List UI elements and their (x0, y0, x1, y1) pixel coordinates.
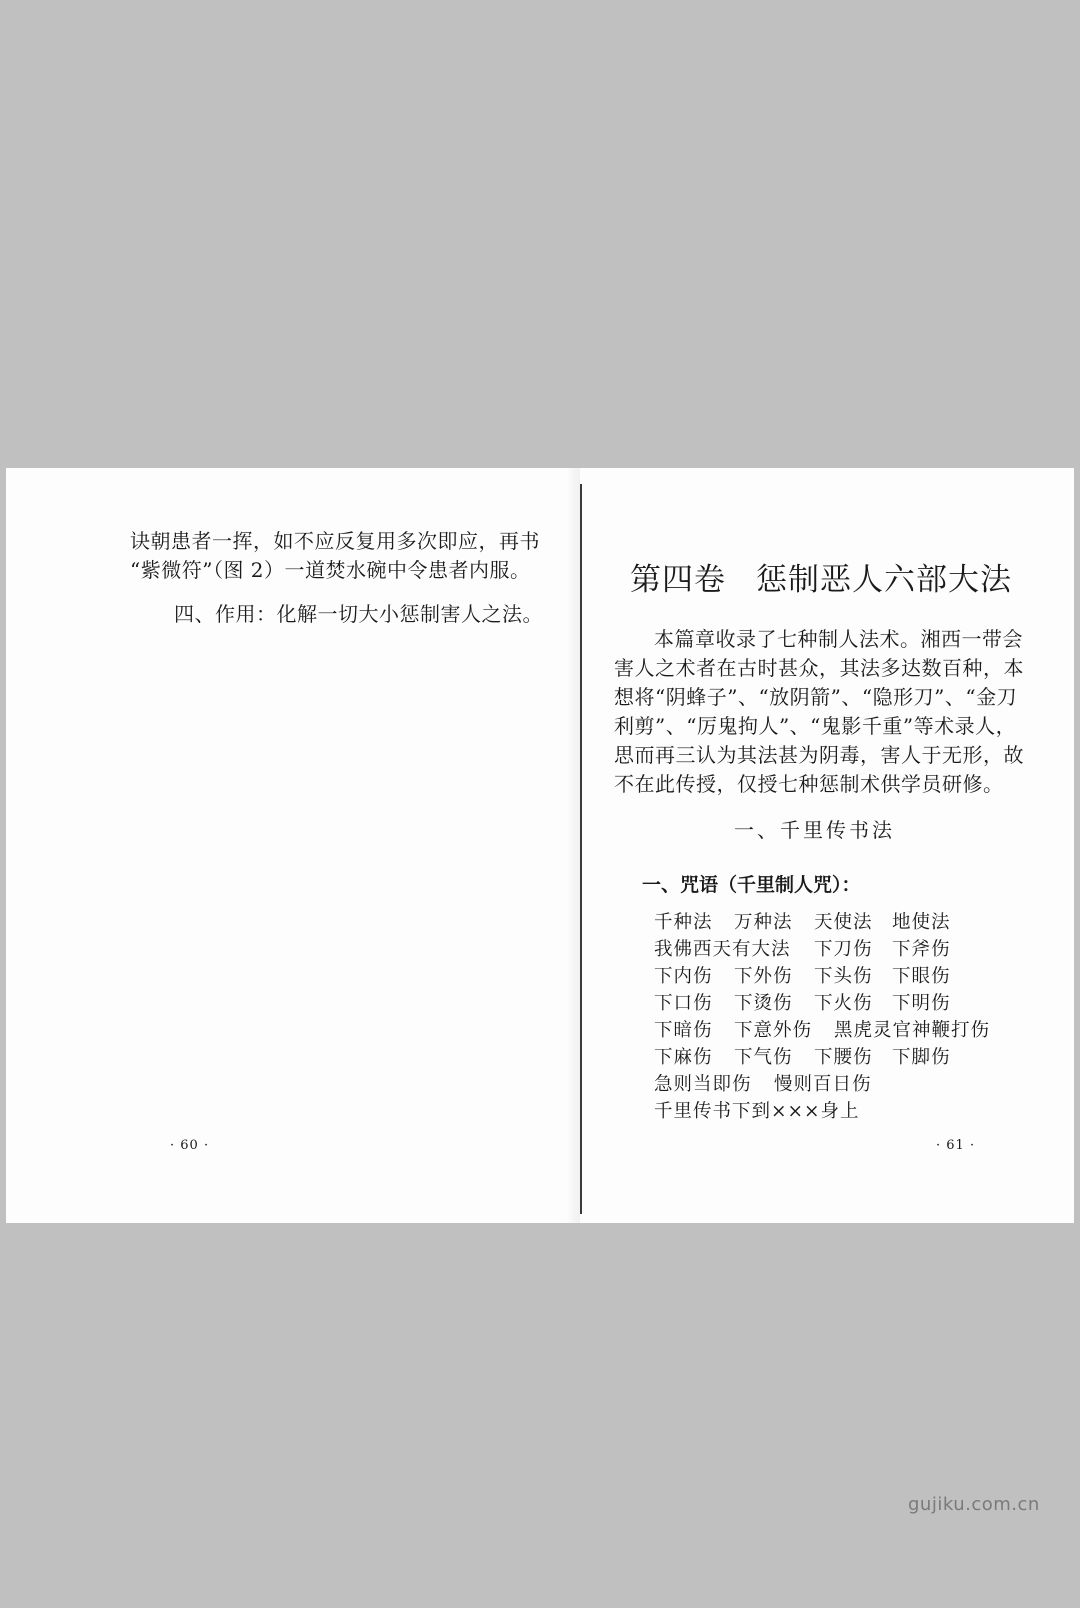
spell-phrase: 慢则百日伤 (774, 1074, 872, 1095)
book-spread (6, 468, 1074, 1223)
intro-line: 不在此传授，仅授七种惩制术供学员研修。 (614, 772, 1004, 796)
spell-phrase: 我佛西天有大法 (654, 939, 791, 960)
body-line: 诀朝患者一挥，如不应反复用多次即应，再书 (130, 529, 540, 553)
spell-line (654, 1016, 990, 1042)
spell-phrase: 下头伤 (814, 966, 873, 987)
spell-line (654, 1097, 860, 1123)
spell-phrase: 下内伤 (654, 966, 713, 987)
spell-line (654, 1070, 872, 1096)
spell-phrase: 下腰伤 (814, 1047, 873, 1068)
site-watermark: gujiku.com.cn (908, 1494, 1040, 1515)
intro-line: 利剪”、“厉鬼拘人”、“鬼影千重”等术录人， (614, 714, 1017, 738)
page-number-left: · 60 · (170, 1138, 210, 1153)
intro-line: 本篇章收录了七种制人法术。湘西一带会 (654, 627, 1023, 651)
spell-phrase: 下烫伤 (734, 993, 793, 1014)
spell-phrase: 下麻伤 (654, 1047, 713, 1068)
spell-phrase: 急则当即伤 (654, 1074, 752, 1095)
spell-phrase: 下外伤 (734, 966, 793, 987)
spell-line (654, 962, 951, 988)
spell-phrase: 地使法 (892, 912, 951, 933)
spell-phrase: 下暗伤 (654, 1020, 713, 1041)
body-line: “紫微符”（图 2）一道焚水碗中令患者内服。 (130, 558, 531, 582)
spell-line (654, 908, 951, 934)
chapter-title (630, 554, 1012, 599)
page-number-right: · 61 · (936, 1138, 976, 1153)
spell-line (654, 989, 951, 1015)
spell-phrase: 下明伤 (892, 993, 951, 1014)
spell-phrase: 黑虎灵官神鞭打伤 (834, 1020, 991, 1041)
spell-line (654, 1043, 951, 1069)
spell-phrase: 下火伤 (814, 993, 873, 1014)
spell-phrase: 下脚伤 (892, 1047, 951, 1068)
left-page (6, 468, 580, 1223)
spell-phrase: 天使法 (814, 912, 873, 933)
spell-phrase: 万种法 (734, 912, 793, 933)
spell-phrase: 下刀伤 (814, 939, 873, 960)
chapter-number: 第四卷 (630, 562, 726, 598)
spell-phrase: 下口伤 (654, 993, 713, 1014)
spell-line (654, 935, 951, 961)
book-gutter (580, 484, 582, 1214)
spell-subheading: 一、咒语（千里制人咒）： (642, 874, 861, 896)
spell-phrase: 千种法 (654, 912, 713, 933)
spell-phrase: 下意外伤 (734, 1020, 813, 1041)
spell-phrase: 千里传书下到×××身上 (654, 1101, 860, 1122)
body-line-function: 四、作用：化解一切大小惩制害人之法。 (174, 602, 543, 626)
right-page (584, 468, 1074, 1223)
intro-line: 思而再三认为其法甚为阴毒，害人于无形，故 (614, 743, 1024, 767)
intro-line: 想将“阴蜂子”、“放阴箭”、“隐形刀”、“金刀 (614, 685, 1018, 709)
spell-phrase: 下气伤 (734, 1047, 793, 1068)
spell-phrase: 下斧伤 (892, 939, 951, 960)
intro-line: 害人之术者在古时甚众，其法多达数百种，本 (614, 656, 1024, 680)
chapter-name: 惩制恶人六部大法 (756, 562, 1012, 598)
spell-phrase: 下眼伤 (892, 966, 951, 987)
section-heading: 一、千里传书法 (734, 818, 895, 842)
